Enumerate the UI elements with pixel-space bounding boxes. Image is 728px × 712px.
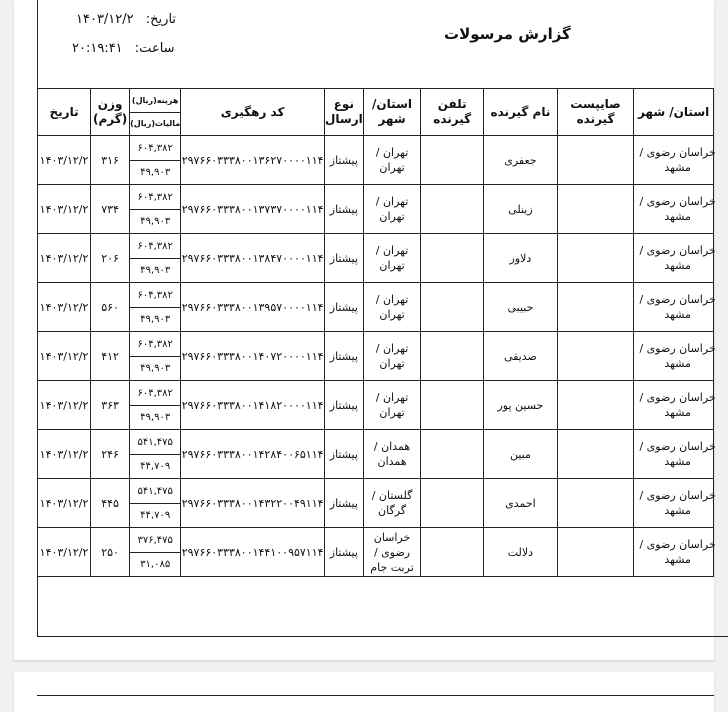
cell-weight: ۴۱۲ (91, 332, 130, 381)
table-row (38, 528, 714, 577)
cell-phone (421, 234, 484, 283)
cell-cost (130, 381, 181, 430)
date-value: ۱۴۰۳/۱۲/۲ (76, 12, 134, 27)
cell-tracking-code: ۲۹۷۶۶۰۳۳۳۸۰۰۱۳۶۲۷۰۰۰۰۱۱۴ (181, 136, 325, 185)
cell-origin (634, 136, 714, 185)
cell-weight: ۲۴۶ (91, 430, 130, 479)
cell-tax-value: ۴۹,۹۰۳ (140, 313, 171, 325)
cell-origin-text: خراسان رضوی / مشهد (639, 440, 716, 468)
col-date: تاریخ (38, 89, 91, 136)
cell-date: ۱۴۰۳/۱۲/۲ (38, 136, 91, 185)
cell-tracking-code: ۲۹۷۶۶۰۳۳۳۸۰۰۱۳۸۴۷۰۰۰۰۱۱۴ (181, 234, 325, 283)
cell-name: احمدی (484, 479, 558, 528)
table-row (38, 136, 714, 185)
col-origin: استان/ شهر (634, 89, 714, 136)
cell-type: پیشتاز (324, 528, 363, 577)
cell-province: تهران / تهران (363, 234, 421, 283)
cell-origin-text: خراسان رضوی / مشهد (639, 293, 716, 321)
cell-date: ۱۴۰۳/۱۲/۲ (38, 283, 91, 332)
cell-type: پیشتاز (324, 283, 363, 332)
cell-name: دلاور (484, 234, 558, 283)
cell-cost-value: ۶۰۴,۳۸۲ (130, 333, 180, 357)
cell-tracking-code: ۲۹۷۶۶۰۳۳۳۸۰۰۱۴۰۷۲۰۰۰۰۱۱۴ (181, 332, 325, 381)
report-title: گزارش مرسولات (444, 25, 571, 43)
cell-origin (634, 283, 714, 332)
cell-weight: ۷۳۴ (91, 185, 130, 234)
cell-origin (634, 185, 714, 234)
cell-tax-value: ۴۹,۹۰۳ (140, 362, 171, 374)
cell-tracking-code: ۲۹۷۶۶۰۳۳۳۸۰۰۱۳۷۳۷۰۰۰۰۱۱۴ (181, 185, 325, 234)
cell-tracking-code: ۲۹۷۶۶۰۳۳۳۸۰۰۱۳۹۵۷۰۰۰۰۱۱۴ (181, 283, 325, 332)
cell-site (557, 479, 633, 528)
cell-site (557, 136, 633, 185)
col-code: کد رهگیری (181, 89, 325, 136)
cell-weight: ۳۶۳ (91, 381, 130, 430)
cell-site (557, 185, 633, 234)
cell-origin (634, 528, 714, 577)
table-row (38, 283, 714, 332)
cell-type: پیشتاز (324, 381, 363, 430)
cell-province: همدان / همدان (363, 430, 421, 479)
cell-origin (634, 381, 714, 430)
cell-cost (130, 479, 181, 528)
cell-origin-text: خراسان رضوی / مشهد (639, 244, 716, 272)
cell-site (557, 528, 633, 577)
time-label: ساعت: (134, 41, 175, 56)
col-type: نوع ارسال (324, 89, 363, 136)
cell-tax-value: ۴۴,۷۰۹ (140, 460, 171, 472)
cell-cost-value: ۶۰۴,۳۸۲ (130, 284, 180, 308)
cell-cost (130, 136, 181, 185)
cell-origin (634, 479, 714, 528)
cell-weight: ۴۴۵ (91, 479, 130, 528)
cell-phone (421, 381, 484, 430)
cell-origin-text: خراسان رضوی / مشهد (639, 342, 716, 370)
cell-origin (634, 234, 714, 283)
time-value: ۲۰:۱۹:۴۱ (72, 41, 123, 56)
cell-tax-value: ۳۱,۰۸۵ (140, 558, 171, 570)
cell-origin-text: خراسان رضوی / مشهد (639, 538, 716, 566)
col-province: استان/ شهر (363, 89, 421, 136)
cell-weight: ۲۵۰ (91, 528, 130, 577)
cell-type: پیشتاز (324, 234, 363, 283)
cell-province: خراسان رضوی / تربت جام (363, 528, 421, 577)
cell-date: ۱۴۰۳/۱۲/۲ (38, 430, 91, 479)
cell-site (557, 283, 633, 332)
table-row (38, 332, 714, 381)
col-cost-bottom: مالیات(ریال) (130, 118, 181, 128)
cell-cost (130, 185, 181, 234)
table-row (38, 381, 714, 430)
table-row (38, 185, 714, 234)
col-phone: تلفن گیرنده (421, 89, 484, 136)
cell-name: حبیبی (484, 283, 558, 332)
cell-date: ۱۴۰۳/۱۲/۲ (38, 332, 91, 381)
col-weight: وزن (گرم) (91, 89, 130, 136)
cell-origin (634, 430, 714, 479)
cell-cost (130, 332, 181, 381)
cell-phone (421, 528, 484, 577)
cell-cost (130, 283, 181, 332)
cell-tracking-code: ۲۹۷۶۶۰۳۳۳۸۰۰۱۴۳۲۲۰۰۴۹۱۱۴ (181, 479, 325, 528)
cell-type: پیشتاز (324, 136, 363, 185)
cell-tax-value: ۴۹,۹۰۳ (140, 264, 171, 276)
shipments-table (37, 88, 714, 577)
cell-cost-value: ۶۰۴,۳۸۲ (130, 235, 180, 259)
cell-tax-value: ۴۴,۷۰۹ (140, 509, 171, 521)
cell-date: ۱۴۰۳/۱۲/۲ (38, 381, 91, 430)
cell-province: تهران / تهران (363, 136, 421, 185)
col-cost-top: هزینه(ریال) (130, 90, 180, 113)
cell-phone (421, 283, 484, 332)
cell-cost (130, 430, 181, 479)
cell-date: ۱۴۰۳/۱۲/۲ (38, 185, 91, 234)
cell-cost (130, 234, 181, 283)
col-cost (130, 89, 181, 136)
cell-name: مبین (484, 430, 558, 479)
cell-site (557, 234, 633, 283)
cell-phone (421, 136, 484, 185)
cell-province: تهران / تهران (363, 185, 421, 234)
cell-type: پیشتاز (324, 430, 363, 479)
cell-name: صدیقی (484, 332, 558, 381)
cell-origin (634, 332, 714, 381)
table-row (38, 479, 714, 528)
cell-cost-value: ۶۰۴,۳۸۲ (130, 137, 180, 161)
cell-tracking-code: ۲۹۷۶۶۰۳۳۳۸۰۰۱۴۱۸۲۰۰۰۰۱۱۴ (181, 381, 325, 430)
cell-phone (421, 332, 484, 381)
cell-province: تهران / تهران (363, 381, 421, 430)
cell-name: حسین پور (484, 381, 558, 430)
col-site: صایپست گیرنده (557, 89, 633, 136)
next-page-border (37, 695, 714, 696)
cell-name: زینلی (484, 185, 558, 234)
cell-province: تهران / تهران (363, 283, 421, 332)
cell-type: پیشتاز (324, 479, 363, 528)
cell-tax-value: ۴۹,۹۰۳ (140, 166, 171, 178)
table-header-row (38, 89, 714, 136)
cell-name: جعفری (484, 136, 558, 185)
table-row (38, 234, 714, 283)
cell-weight: ۲۰۶ (91, 234, 130, 283)
cell-cost-value: ۵۴۱,۴۷۵ (130, 480, 180, 504)
cell-name: دلالت (484, 528, 558, 577)
next-page (14, 672, 714, 712)
cell-site (557, 430, 633, 479)
date-label: تاریخ: (145, 12, 177, 27)
report-date (76, 12, 176, 27)
col-name: نام گیرنده (484, 89, 558, 136)
cell-type: پیشتاز (324, 332, 363, 381)
cell-cost-value: ۶۰۴,۳۸۲ (130, 186, 180, 210)
cell-phone (421, 185, 484, 234)
cell-site (557, 332, 633, 381)
cell-cost (130, 528, 181, 577)
report-page (14, 0, 714, 660)
cell-date: ۱۴۰۳/۱۲/۲ (38, 528, 91, 577)
cell-origin-text: خراسان رضوی / مشهد (639, 195, 716, 223)
cell-weight: ۳۱۶ (91, 136, 130, 185)
cell-phone (421, 479, 484, 528)
cell-cost-value: ۵۴۱,۴۷۵ (130, 431, 180, 455)
cell-origin-text: خراسان رضوی / مشهد (639, 146, 716, 174)
cell-origin-text: خراسان رضوی / مشهد (639, 391, 716, 419)
cell-province: گلستان / گرگان (363, 479, 421, 528)
table-row (38, 430, 714, 479)
cell-weight: ۵۶۰ (91, 283, 130, 332)
cell-type: پیشتاز (324, 185, 363, 234)
cell-tracking-code: ۲۹۷۶۶۰۳۳۳۸۰۰۱۴۲۸۴۰۰۶۵۱۱۴ (181, 430, 325, 479)
report-time (72, 41, 175, 56)
cell-origin-text: خراسان رضوی / مشهد (639, 489, 716, 517)
cell-province: تهران / تهران (363, 332, 421, 381)
cell-date: ۱۴۰۳/۱۲/۲ (38, 479, 91, 528)
cell-tax-value: ۴۹,۹۰۳ (140, 411, 171, 423)
cell-cost-value: ۶۰۴,۳۸۲ (130, 382, 180, 406)
cell-site (557, 381, 633, 430)
cell-tax-value: ۴۹,۹۰۳ (140, 215, 171, 227)
cell-tracking-code: ۲۹۷۶۶۰۳۳۳۸۰۰۱۴۴۱۰۰۹۵۷۱۱۴ (181, 528, 325, 577)
cell-phone (421, 430, 484, 479)
cell-date: ۱۴۰۳/۱۲/۲ (38, 234, 91, 283)
cell-cost-value: ۳۷۶,۴۷۵ (130, 529, 180, 553)
